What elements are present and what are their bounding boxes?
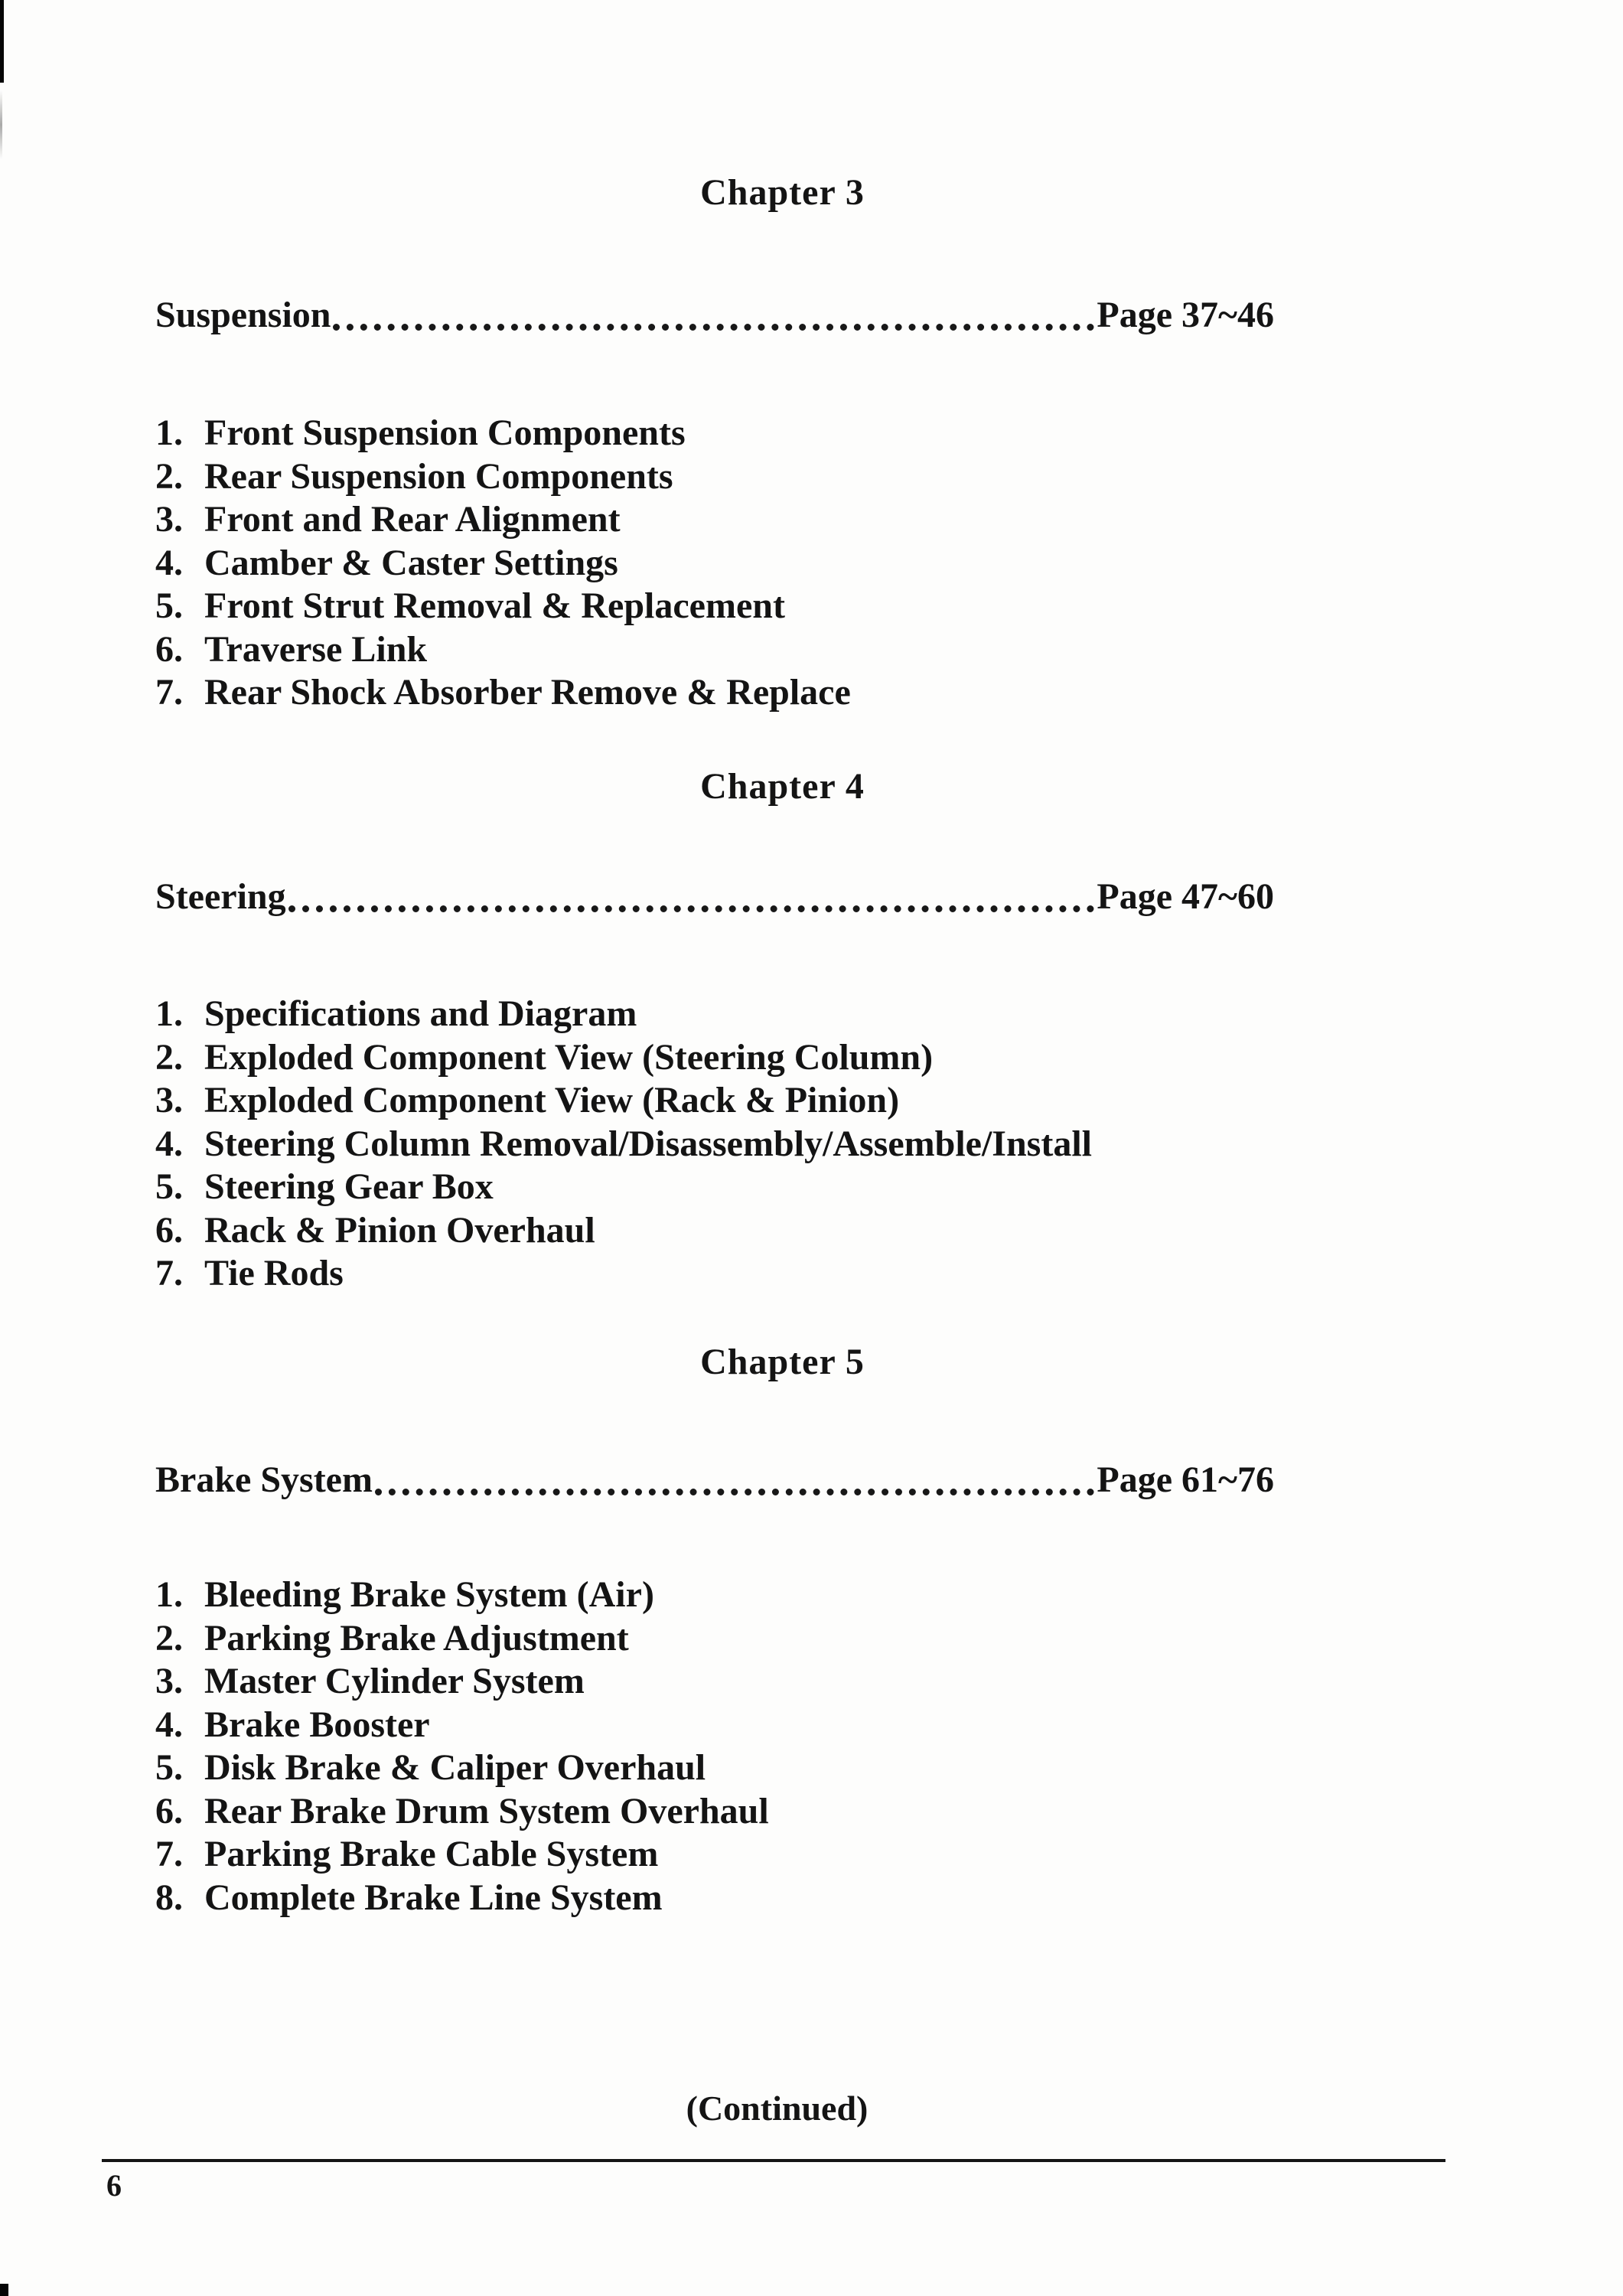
list-item bbox=[155, 1166, 1456, 1209]
item-label: Traverse Link bbox=[204, 628, 428, 670]
item-number: 2. bbox=[155, 1036, 183, 1078]
list-item bbox=[155, 671, 1456, 715]
chapter-5-item-list bbox=[155, 1574, 1456, 1919]
chapter-4-heading: Chapter 4 bbox=[700, 766, 865, 807]
item-number: 6. bbox=[155, 1209, 183, 1251]
item-label: Master Cylinder System bbox=[204, 1661, 585, 1701]
item-label: Exploded Component View (Rack & Pinion) bbox=[204, 1080, 900, 1120]
chapter-3-item-list bbox=[155, 412, 1456, 715]
toc-title-steering: Steering bbox=[155, 876, 286, 917]
item-label: Rear Shock Absorber Remove & Replace bbox=[204, 672, 851, 713]
toc-line-steering bbox=[155, 876, 1274, 918]
toc-page-range-suspension: Page 37~46 bbox=[1097, 295, 1274, 335]
item-label: Tie Rods bbox=[204, 1253, 344, 1293]
list-item bbox=[155, 1079, 1456, 1123]
item-label: Steering Gear Box bbox=[204, 1166, 494, 1207]
item-label: Camber & Caster Settings bbox=[204, 542, 618, 583]
item-number: 7. bbox=[155, 672, 183, 713]
item-number: 1. bbox=[155, 413, 183, 453]
chapter-5-heading: Chapter 5 bbox=[700, 1342, 865, 1382]
item-label: Complete Brake Line System bbox=[204, 1877, 663, 1918]
item-label: Specifications and Diagram bbox=[204, 993, 637, 1034]
list-item bbox=[155, 1877, 1456, 1920]
chapter-3-heading: Chapter 3 bbox=[700, 172, 865, 213]
item-label: Disk Brake & Caliper Overhaul bbox=[204, 1747, 706, 1788]
item-label: Front Suspension Components bbox=[204, 413, 686, 453]
item-number: 2. bbox=[155, 455, 183, 497]
item-label: Rear Brake Drum System Overhaul bbox=[204, 1790, 769, 1831]
scan-corner-artifact bbox=[0, 2284, 8, 2296]
item-number: 5. bbox=[155, 1747, 183, 1788]
list-item bbox=[155, 498, 1456, 542]
list-item bbox=[155, 412, 1456, 455]
item-number: 8. bbox=[155, 1877, 183, 1918]
chapter-4-item-list bbox=[155, 993, 1456, 1296]
item-number: 1. bbox=[155, 993, 183, 1034]
dot-leader bbox=[375, 1489, 1094, 1495]
item-label: Rear Suspension Components bbox=[204, 455, 673, 497]
list-item bbox=[155, 1704, 1456, 1747]
list-item bbox=[155, 1123, 1456, 1166]
toc-line-brake-system bbox=[155, 1459, 1274, 1502]
list-item bbox=[155, 1209, 1456, 1253]
item-label: Bleeding Brake System (Air) bbox=[204, 1574, 654, 1615]
toc-line-suspension bbox=[155, 294, 1274, 337]
item-number: 4. bbox=[155, 542, 183, 583]
page-number: 6 bbox=[106, 2168, 122, 2203]
list-item bbox=[155, 542, 1456, 585]
item-number: 7. bbox=[155, 1834, 183, 1874]
item-label: Front Strut Removal & Replacement bbox=[204, 585, 785, 626]
list-item bbox=[155, 1746, 1456, 1790]
item-number: 5. bbox=[155, 585, 183, 626]
item-number: 3. bbox=[155, 499, 183, 540]
footer-rule bbox=[102, 2159, 1445, 2162]
dot-leader bbox=[333, 324, 1094, 331]
item-number: 3. bbox=[155, 1661, 183, 1701]
item-number: 1. bbox=[155, 1574, 183, 1615]
dot-leader bbox=[288, 905, 1095, 912]
list-item bbox=[155, 1660, 1456, 1704]
item-number: 3. bbox=[155, 1080, 183, 1120]
list-item bbox=[155, 993, 1456, 1036]
list-item bbox=[155, 455, 1456, 499]
toc-title-brake-system: Brake System bbox=[155, 1459, 373, 1500]
list-item bbox=[155, 585, 1456, 628]
toc-title-suspension: Suspension bbox=[155, 295, 331, 335]
list-item bbox=[155, 628, 1456, 672]
list-item bbox=[155, 1574, 1456, 1617]
item-number: 6. bbox=[155, 628, 183, 670]
item-label: Steering Column Removal/Disassembly/Assemble/Install bbox=[204, 1123, 1093, 1164]
item-label: Parking Brake Adjustment bbox=[204, 1617, 629, 1658]
item-label: Exploded Component View (Steering Column) bbox=[204, 1036, 934, 1078]
scan-edge-artifact-top bbox=[0, 0, 4, 83]
item-label: Front and Rear Alignment bbox=[204, 499, 621, 540]
list-item bbox=[155, 1833, 1456, 1877]
scan-edge-artifact-faint bbox=[0, 90, 2, 159]
list-item bbox=[155, 1036, 1456, 1080]
list-item bbox=[155, 1617, 1456, 1661]
list-item bbox=[155, 1790, 1456, 1834]
item-number: 5. bbox=[155, 1166, 183, 1207]
continued-label: (Continued) bbox=[686, 2089, 869, 2128]
list-item bbox=[155, 1252, 1456, 1296]
item-number: 2. bbox=[155, 1617, 183, 1658]
item-label: Brake Booster bbox=[204, 1704, 430, 1745]
item-number: 4. bbox=[155, 1123, 183, 1164]
item-number: 7. bbox=[155, 1253, 183, 1293]
toc-page-range-brake-system: Page 61~76 bbox=[1097, 1459, 1274, 1500]
item-number: 4. bbox=[155, 1704, 183, 1745]
item-number: 6. bbox=[155, 1790, 183, 1831]
item-label: Rack & Pinion Overhaul bbox=[204, 1209, 595, 1251]
item-label: Parking Brake Cable System bbox=[204, 1834, 659, 1874]
toc-page-range-steering: Page 47~60 bbox=[1097, 876, 1274, 917]
